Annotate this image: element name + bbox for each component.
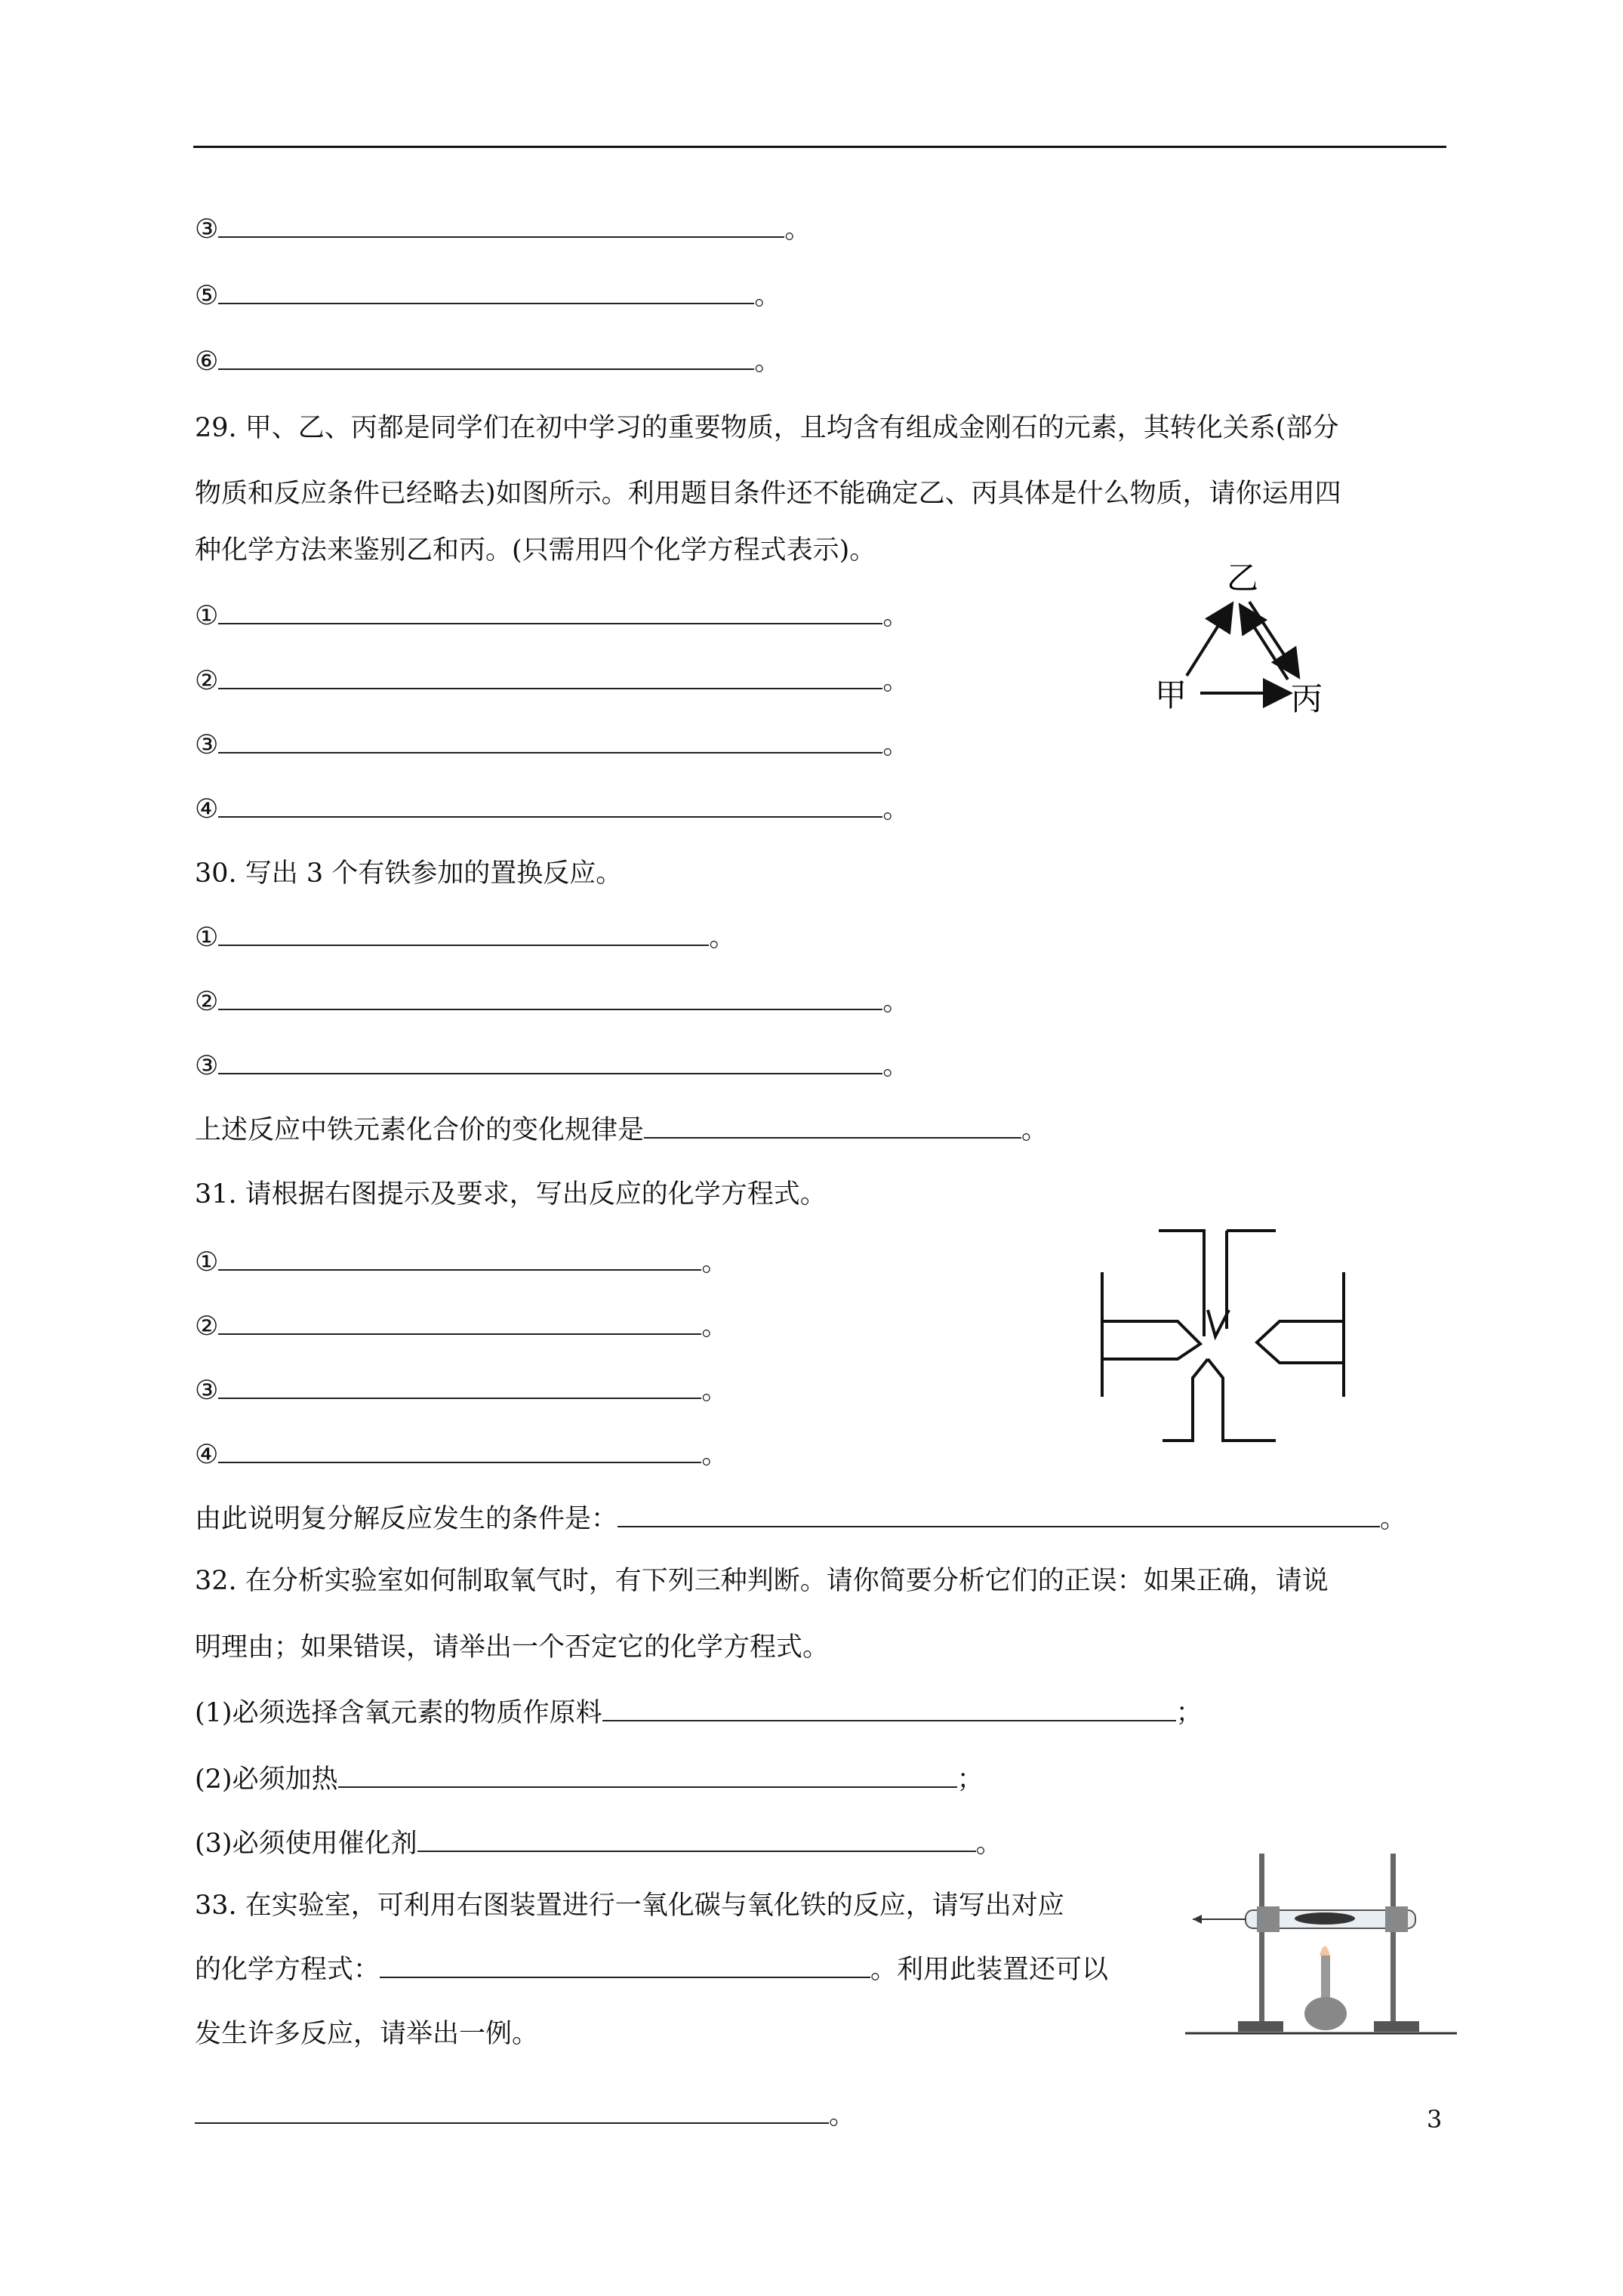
answer-line: ② 。	[195, 666, 910, 696]
q32-item-1: (1)必须选择含氧元素的物质作原料 ；	[195, 1698, 1203, 1728]
answer-line: ⑤ 。	[195, 281, 781, 311]
alcohol-lamp	[1304, 1997, 1347, 2030]
apparatus-figure	[1185, 1846, 1457, 2046]
answer-line: ④ 。	[195, 794, 910, 824]
answer-line: ① 。	[195, 601, 910, 631]
answer-line: ③ 。	[195, 730, 910, 760]
answer-line: 。	[195, 2097, 855, 2134]
q29-text-1: 29. 甲、乙、丙都是同学们在初中学习的重要物质，且均含有组成金刚石的元素，其转化关系(部分	[195, 413, 1339, 443]
answer-line: ③ 。	[195, 1051, 910, 1081]
answer-blank[interactable]	[218, 346, 754, 370]
q33-text-2: 的化学方程式： 。利用此装置还可以	[195, 1955, 1109, 1985]
arrow-bing-to-yi	[1242, 608, 1288, 680]
q30-summary-line: 上述反应中铁元素化合价的变化规律是 。	[195, 1115, 1049, 1145]
q32-text-1: 32. 在分析实验室如何制取氧气时，有下列三种判断。请你简要分析它们的正误：如果正确，请说	[195, 1566, 1329, 1596]
answer-blank[interactable]	[195, 2100, 829, 2124]
answer-blank[interactable]	[602, 1697, 1176, 1721]
answer-blank[interactable]	[218, 986, 882, 1010]
answer-blank[interactable]	[218, 1311, 701, 1335]
q33-text-1: 33. 在实验室，可利用右图装置进行一氧化碳与氧化铁的反应，请写出对应	[195, 1891, 1064, 1921]
iron-stand-left	[1259, 1854, 1264, 2027]
answer-line: ④ 。	[195, 1440, 728, 1470]
arrow-yi-to-bing	[1249, 602, 1297, 674]
answer-blank[interactable]	[617, 1503, 1380, 1527]
answer-blank[interactable]	[218, 665, 882, 689]
node-jia: 甲	[1155, 676, 1187, 713]
answer-line: ① 。	[195, 923, 736, 953]
answer-blank[interactable]	[218, 1439, 701, 1463]
answer-line: ⑥ 。	[195, 347, 781, 377]
q29-text-3: 种化学方法来鉴别乙和丙。(只需用四个化学方程式表示)。	[195, 535, 876, 566]
header-rule	[193, 146, 1446, 148]
four-arrows-diagram	[1095, 1223, 1351, 1450]
arrow-jia-to-yi	[1187, 606, 1230, 676]
answer-blank[interactable]	[218, 1375, 701, 1399]
q31-summary-line: 由此说明复分解反应发生的条件是： 。	[195, 1504, 1407, 1534]
q29-text-2: 物质和反应条件已经略去)如图所示。利用题目条件还不能确定乙、丙具体是什么物质，请你运用四	[195, 479, 1341, 509]
answer-blank[interactable]	[218, 280, 754, 304]
q33-text-3: 发生许多反应，请举出一例。	[195, 2019, 539, 2049]
answer-blank[interactable]	[218, 1247, 701, 1271]
q32-item-2: (2)必须加热 ；	[195, 1764, 984, 1795]
answer-blank[interactable]	[218, 1050, 882, 1074]
answer-blank[interactable]	[218, 600, 882, 624]
iron-oxide-sample	[1295, 1912, 1355, 1925]
answer-blank[interactable]	[218, 214, 784, 238]
answer-line: ① 。	[195, 1247, 728, 1277]
answer-blank[interactable]	[417, 1828, 976, 1852]
page-number: 3	[1427, 2105, 1443, 2134]
answer-blank[interactable]	[380, 1954, 870, 1978]
answer-blank[interactable]	[218, 922, 709, 946]
node-bing: 丙	[1291, 680, 1323, 717]
answer-blank[interactable]	[644, 1114, 1021, 1139]
q32-text-2: 明理由；如果错误，请举出一个否定它的化学方程式。	[195, 1632, 830, 1663]
q32-item-3: (3)必须使用催化剂 。	[195, 1829, 1002, 1859]
answer-line: ② 。	[195, 1311, 728, 1342]
answer-blank[interactable]	[338, 1764, 957, 1788]
iron-stand-right	[1390, 1854, 1396, 2027]
answer-line: ③ 。	[195, 1376, 728, 1406]
node-yi: 乙	[1227, 559, 1259, 596]
conversion-triangle-diagram	[1140, 555, 1336, 729]
answer-line: ② 。	[195, 987, 910, 1017]
q31-text: 31. 请根据右图提示及要求，写出反应的化学方程式。	[195, 1179, 827, 1210]
answer-line: ③ 。	[195, 214, 812, 245]
answer-blank[interactable]	[218, 729, 882, 754]
q30-text: 30. 写出 3 个有铁参加的置换反应。	[195, 858, 623, 889]
answer-blank[interactable]	[218, 794, 882, 818]
